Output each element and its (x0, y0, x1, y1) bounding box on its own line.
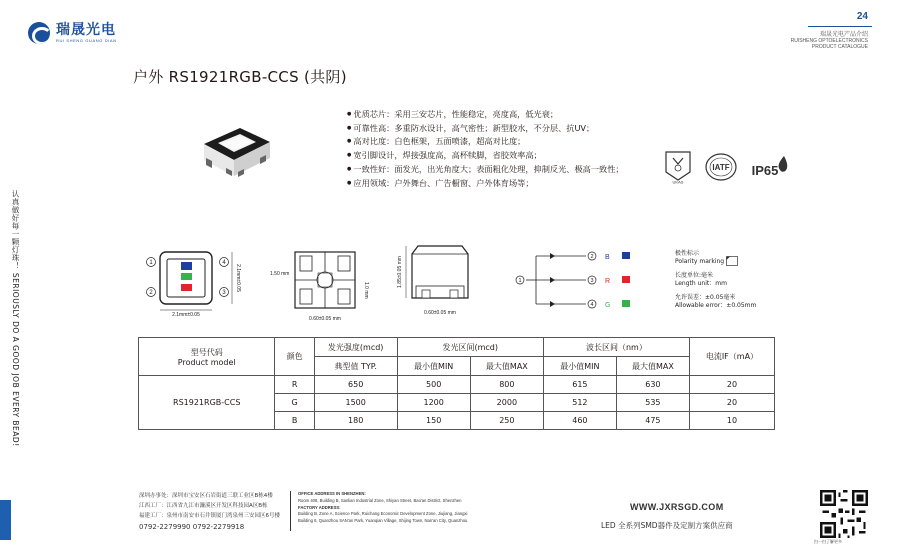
color-cell: G (275, 394, 314, 412)
footer-en-line: Room 408, Building B, Sanlian Industrial Zone, Shiyan Street, Bao'an District, Shenzhen (298, 497, 462, 503)
current-cell: 20 (689, 376, 774, 394)
logo-en: RUI SHENG GUANG DIAN (56, 38, 117, 43)
page-number: 24 (856, 11, 868, 22)
wave-min-cell: 460 (543, 412, 616, 430)
qr-label: 扫一扫了解更多 (814, 539, 842, 544)
max-cell: 2000 (470, 394, 543, 412)
current-cell: 20 (689, 394, 774, 412)
circuit-pin: 1 (518, 278, 522, 284)
circuit-diagram (516, 252, 630, 309)
pin-label: 4 (222, 260, 226, 266)
footer-divider (290, 491, 291, 531)
footer-addresses-cn (139, 491, 280, 532)
typ-cell: 650 (314, 376, 397, 394)
red-chip (181, 284, 192, 291)
iatf-label: IATF (712, 163, 730, 172)
color-label-r: R (605, 278, 611, 285)
pin-label: 1 (149, 260, 153, 266)
length-en: Length unit：mm (675, 279, 727, 287)
logo-cn: 瑞晟光电 (56, 22, 116, 38)
dim-150: 1.50 mm (270, 271, 290, 277)
footer-tagline: LED 全系列SMD器件及定制方案供应商 (601, 521, 733, 530)
feature-item: ● 一致性好：面发光，出光角度大；表面粗化处理，抑制反光、极高一致性； (347, 163, 624, 177)
iatf-cert-icon (704, 152, 738, 182)
circuit-pin: 4 (590, 302, 594, 308)
spec-table (138, 337, 775, 430)
dim-10: 1.0 mm (363, 282, 369, 299)
feature-item: ● 优质芯片：采用三安芯片，性能稳定，亮度高，低光衰； (347, 108, 624, 122)
error-en: Allowable error：±0.05mm (675, 301, 757, 309)
polarity-cn: 极性标示 (675, 250, 700, 257)
feature-item: ● 可靠性高：多重防水设计，高气密性；新型胶水，不分层、抗UV； (347, 122, 624, 136)
green-chip (181, 273, 192, 280)
min-cell: 500 (397, 376, 470, 394)
typ-cell: 1500 (314, 394, 397, 412)
footer-cn-line: 福建工厂：泉州市南安市石井镇厦门湾泉州三安园区6号楼 (139, 513, 281, 520)
header-typ: 典型值 TYP. (314, 357, 397, 376)
dim-185: 1.85±0.05 mm (397, 256, 403, 288)
product-title: 户外 RS1921RGB-CCS (共阴) (133, 68, 347, 86)
circuit-pin: 2 (590, 254, 594, 260)
footer-cn-line: 深圳办事处：深圳市宝安区石岩街道三联工业区B栋4楼 (139, 493, 273, 499)
ukas-label: UKAS (672, 179, 684, 184)
wave-max-cell: 475 (616, 412, 689, 430)
header-max: 最大值MAX (470, 357, 543, 376)
feature-list (347, 108, 624, 190)
footer-en-heading: FACTORY ADDRESS: (298, 504, 341, 510)
catalog-en-1: RUISHENG OPTOELECTRONICS (790, 38, 868, 44)
polarity-mark-icon (726, 256, 738, 266)
qr-code-icon[interactable] (820, 490, 868, 538)
catalog-en-2: PRODUCT CATALOGUE (811, 44, 868, 50)
header-wave-min: 最小值MIN (543, 357, 616, 376)
length-cn: 长度单位:毫米 (675, 272, 714, 279)
bottom-view-drawing (270, 252, 369, 322)
vertical-slogan: 认真做好每一颗灯珠！ SERIOUSLY DO A GOOD JOB EVERY BEAD! (11, 190, 20, 447)
header-intensity: 发光强度(mcd) (314, 338, 397, 357)
catalog-label (791, 32, 868, 50)
side-accent-bar (0, 500, 11, 540)
polarity-en: Polarity marking (675, 257, 725, 265)
dim-060b: 0.60±0.05 mm (424, 310, 456, 316)
typ-cell: 180 (314, 412, 397, 430)
dim-height: 2.1mm±0.05 (235, 264, 241, 292)
min-cell: 1200 (397, 394, 470, 412)
color-cell: R (275, 376, 314, 394)
pin-label: 2 (149, 290, 153, 296)
side-view-drawing (397, 246, 468, 316)
feature-item: ● 高对比度：白色框架，五面喷漆，超高对比度； (347, 135, 624, 149)
swatch-blue (622, 252, 630, 259)
footer-addresses-en (298, 491, 467, 525)
header-color: 颜色 (275, 338, 314, 376)
blue-chip (181, 262, 192, 270)
feature-item: ● 宽引脚设计，焊接强度高，高杯犊脚，省胶效率高； (347, 149, 624, 163)
color-label-b: B (605, 254, 610, 261)
swatch-red (622, 276, 630, 283)
certification-logos (664, 150, 790, 184)
header-wavelength: 波长区间（nm） (543, 338, 689, 357)
dim-060a: 0.60±0.05 mm (309, 316, 341, 322)
website-link[interactable]: WWW.JXRSGD.COM (630, 502, 724, 512)
model-cell: RS1921RGB-CCS (139, 376, 275, 430)
company-logo (28, 22, 117, 44)
led-product-image (200, 118, 274, 182)
footer-phone: 0792-2279990 0792-2279918 (139, 522, 245, 531)
drawing-notes (675, 250, 756, 316)
header-model-cn: 型号代码 (190, 347, 223, 357)
min-cell: 150 (397, 412, 470, 430)
logo-icon (28, 22, 50, 44)
header-model (139, 338, 275, 376)
table-row (139, 376, 775, 394)
header-wave-max: 最大值MAX (616, 357, 689, 376)
ukas-cert-icon (664, 150, 692, 184)
max-cell: 250 (470, 412, 543, 430)
footer-en-line: Building B, Zone A, Science Park, Ruichang Economic Development Zone, Jiujiang, Jiangxi (298, 511, 468, 517)
ip65-label: IP65 (751, 163, 779, 178)
wave-max-cell: 630 (616, 376, 689, 394)
ip65-cert-icon (750, 153, 790, 181)
header-model-en: Product model (177, 357, 236, 367)
header-range: 发光区间(mcd) (397, 338, 543, 357)
header-current: 电流IF（mA） (689, 338, 774, 376)
header-min: 最小值MIN (397, 357, 470, 376)
circuit-pin: 3 (590, 278, 594, 284)
wave-max-cell: 535 (616, 394, 689, 412)
pin-label: 3 (222, 290, 226, 296)
color-label-g: G (605, 302, 611, 309)
footer-en-line: Building 6, Quanzhou SAN'an Park, Yuanqian Village, Shijing Town, Nan'an City, Quanzhou (298, 518, 468, 524)
dim-width: 2.1mm±0.05 (172, 312, 200, 318)
footer-cn-line: 江西工厂：江西省九江市濂溪区开发区科技园A区B栋 (139, 503, 268, 510)
top-view-drawing (147, 252, 242, 318)
current-cell: 10 (689, 412, 774, 430)
header-divider (808, 26, 872, 27)
color-cell: B (275, 412, 314, 430)
footer-en-heading: OFFICE ADDRESS IN SHENZHEN: (298, 491, 366, 496)
feature-item: ● 应用领域：户外舞台、广告橱窗、户外体育场等； (347, 177, 624, 191)
catalog-cn: 瑞晟光电产品介绍 (819, 32, 868, 38)
wave-min-cell: 512 (543, 394, 616, 412)
swatch-green (622, 300, 630, 307)
error-cn: 允许误差：±0.05毫米 (675, 294, 736, 301)
max-cell: 800 (470, 376, 543, 394)
wave-min-cell: 615 (543, 376, 616, 394)
